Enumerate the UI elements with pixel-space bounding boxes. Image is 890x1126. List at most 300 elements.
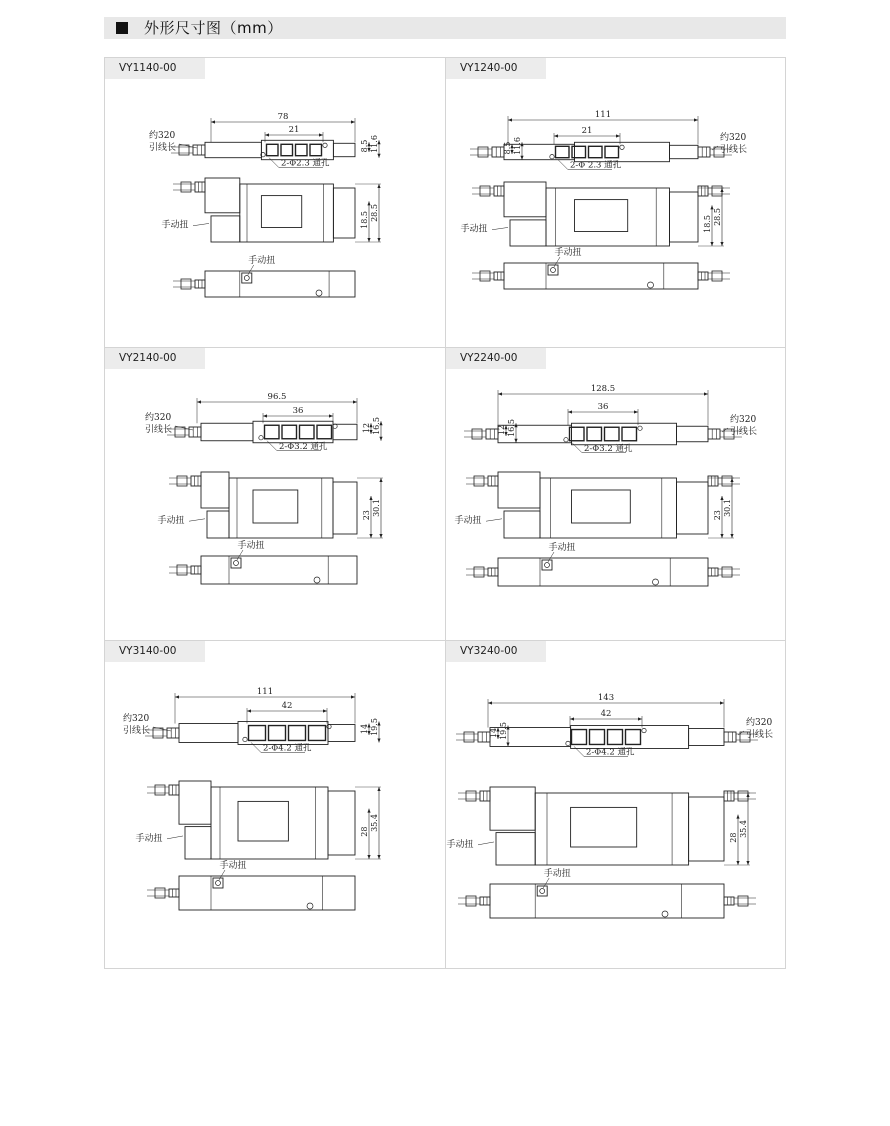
port-window [317,425,332,439]
manual-button-knob [545,563,550,568]
bottom-port [316,290,322,296]
end-cap-top [333,424,357,440]
side-height-label-a: 28 [360,826,369,837]
leader-line [189,519,205,521]
port-window [309,726,326,741]
wire-length-label: 约320 [123,714,150,724]
arrow-head [377,238,380,242]
top-height-label-b: 19.5 [370,718,379,736]
arrow-head [720,534,723,538]
manual-button [231,558,241,568]
dimension-drawing-vy3140 [105,663,444,968]
manual-button-knob [216,881,221,886]
solenoid-side [205,178,240,213]
top-height-label-a: 12 [497,424,506,436]
overall-length-label: 96.5 [267,392,287,402]
valve-body-bottom [498,558,708,586]
valve-body-bottom [179,876,355,910]
section-header [104,17,786,39]
solenoid-base-side [185,827,211,859]
arrow-head [353,400,357,403]
cable-plug [472,429,482,439]
cable-plug [480,271,490,281]
connector [195,182,205,192]
mount-hole [333,424,337,428]
arrow-head [520,156,523,160]
arrow-head [369,534,372,538]
solenoid-base-side [211,216,240,242]
leader-line [572,443,582,453]
side-window [575,200,628,232]
end-cap-top [677,426,709,442]
solenoid-side [490,787,535,830]
wire-length-label: 约320 [149,131,176,141]
arrow-head [319,133,323,136]
solenoid-base-side [496,833,535,865]
port-window [608,730,623,745]
valve-drawing-group [454,384,757,586]
square-bullet-icon [116,22,128,34]
wire-length-label-b: 引线长 [149,143,177,153]
manual-button [242,273,252,283]
port-window [605,146,619,157]
valve-drawing-svg [105,80,444,346]
end-cap-top [333,143,355,156]
connector [494,272,504,280]
valve-body-side [211,787,328,859]
top-height-label-b: 11.6 [370,135,379,153]
port-window [590,730,605,745]
port-pitch-label: 36 [597,402,609,412]
arrow-head [247,709,251,712]
side-window [261,196,301,228]
top-height-label-a: 8.5 [360,139,369,153]
overall-length-label: 111 [256,687,274,697]
arrow-head [323,709,327,712]
top-height-label-b: 19.5 [499,722,508,740]
wire-length-label-b: 引线长 [123,726,151,736]
leader-line [219,870,225,880]
port-window [605,427,620,441]
side-height-label-b: 35.4 [739,820,748,838]
arrow-head [568,410,572,413]
dimension-drawing-vy1140 [105,80,444,346]
manual-button-knob [551,268,556,273]
arrow-head [197,400,201,403]
connector [191,476,201,486]
cable-plug [155,785,165,795]
arrow-head [498,392,502,395]
arrow-head [175,695,179,698]
leader-line [248,265,254,275]
wire-length-label-b: 引线长 [746,730,774,740]
cable-plug [474,476,484,486]
arrow-head [488,701,492,704]
port-window [622,427,637,441]
solenoid-body-top [179,724,238,743]
dimension-drawing-vy2140 [105,370,444,639]
connector [167,728,179,738]
valve-body-bottom [504,263,698,289]
manual-override-label-top: 手动扭 [554,248,582,258]
side-height-label-b: 28.5 [370,204,379,222]
grid-divider-row2 [104,640,786,641]
end-cap-side [333,188,355,238]
connector [708,476,718,486]
mount-hole [620,145,624,149]
valve-drawing-group [123,687,381,910]
leader-line [492,227,508,229]
connector [708,429,720,439]
port-hole-label: 2-Φ2.3 通孔 [281,158,330,169]
arrow-head [638,717,642,720]
mount-hole [566,741,570,745]
mount-hole [327,724,331,728]
connector [169,889,179,897]
port-window [281,144,293,155]
connector [193,145,205,155]
arrow-head [514,439,517,443]
model-tab-vy1240: VY1240-00 [446,58,546,79]
side-window [572,490,631,523]
leader-line [574,746,584,756]
cable-plug [175,427,185,437]
overall-length-label: 143 [597,693,615,703]
connector [480,791,490,801]
connector [724,791,734,801]
connector [494,186,504,196]
port-window [269,726,286,741]
connector [698,186,708,196]
leader-line [486,519,502,521]
leader-line [548,552,554,562]
arrow-head [746,861,749,865]
port-pitch-label: 42 [600,709,612,719]
side-height-label-b: 30.1 [723,499,732,517]
port-pitch-label: 36 [292,406,304,416]
arrow-head [377,184,380,188]
leader-line [269,158,279,168]
port-hole-label: 2-Φ4.2 通孔 [263,743,312,754]
port-pitch-label: 42 [281,701,293,711]
arrow-head [351,120,355,123]
valve-drawing-svg [105,370,444,639]
leader-line [738,731,744,735]
top-height-label-a: 8.5 [503,141,512,155]
model-tab-vy1140: VY1140-00 [105,58,205,79]
port-window [310,144,322,155]
dimension-drawing-vy1240 [446,80,785,346]
valve-drawing-group [149,112,381,297]
port-pitch-label: 21 [288,125,300,135]
bottom-port [653,579,659,585]
port-window [556,146,570,157]
arrow-head [746,793,749,797]
port-window [572,146,586,157]
overall-length-label: 111 [594,110,612,120]
manual-override-label: 手动扭 [157,516,185,526]
solenoid-body-top [201,423,253,441]
arrow-head [377,738,380,742]
cable-plug [466,896,476,906]
connector [480,897,490,905]
cable-plug [738,791,748,801]
arrow-head [367,809,370,813]
cable-plug [464,732,474,742]
manual-override-label-top: 手动扭 [543,869,571,879]
manual-button-knob [234,561,239,566]
top-height-label-b: 16.5 [507,419,516,437]
manual-button [548,265,558,275]
manual-button [537,886,547,896]
arrow-head [730,478,733,482]
cable-plug [712,271,722,281]
manual-override-label: 手动扭 [446,840,474,850]
cable-plug [153,728,163,738]
cable-plug [181,182,191,192]
cable-plug [722,567,732,577]
leader-line [558,160,568,170]
mount-hole [638,426,642,430]
arrow-head [634,410,638,413]
cable-plug [722,476,732,486]
valve-body-bottom [205,271,355,297]
arrow-head [379,437,382,441]
solenoid-side [179,781,211,824]
valve-body-side [229,478,333,538]
valve-drawing-svg [446,663,785,968]
port-window [265,425,280,439]
side-height-label-a: 18.5 [360,211,369,229]
manual-override-label: 手动扭 [454,516,482,526]
port-window [587,427,602,441]
manual-override-label-top: 手动扭 [248,256,276,266]
solenoid-side [498,472,540,508]
manual-button [542,560,552,570]
valve-body-top [261,140,333,159]
arrow-head [263,414,267,417]
port-hole-label: 2-Φ 2.3 通孔 [570,160,622,171]
connector [698,147,710,157]
bottom-port [662,911,668,917]
mount-hole [564,438,568,442]
end-cap-top [328,725,355,742]
manual-override-label: 手动扭 [135,834,163,844]
arrow-head [694,118,698,121]
connector [708,568,718,576]
side-height-label-b: 30.1 [372,499,381,517]
manual-override-label: 手动扭 [460,224,488,235]
cable-plug [466,791,476,801]
port-window [282,425,297,439]
model-tab-vy2240: VY2240-00 [446,348,546,369]
cable-plug [177,476,187,486]
arrow-head [554,134,558,137]
cable-plug [181,279,191,289]
port-window [267,144,279,155]
wire-length-label-b: 引线长 [730,427,758,437]
solenoid-body-top [205,142,261,157]
valve-body-bottom [490,884,724,918]
side-height-label-a: 23 [713,510,722,521]
leader-line [543,878,549,888]
end-cap-side [670,192,699,242]
side-window [238,801,288,841]
port-window [572,730,587,745]
valve-drawing-svg [105,663,444,968]
side-height-label-a: 18.5 [703,215,712,233]
top-height-label-a: 14 [360,723,369,735]
arrow-head [379,478,382,482]
arrow-head [720,701,724,704]
port-pitch-label: 21 [581,126,593,136]
manual-button-knob [244,276,249,281]
cable-plug [480,186,490,196]
wire-length-label: 约320 [720,133,747,143]
arrow-head [704,392,708,395]
leader-line [251,742,261,752]
arrow-head [616,134,620,137]
manual-button-knob [540,889,545,894]
port-window [300,425,315,439]
cable-plug [474,567,484,577]
end-cap-side [677,482,709,534]
arrow-head [508,118,512,121]
wire-length-label: 约320 [730,415,757,425]
port-window [296,144,308,155]
arrow-head [379,534,382,538]
port-hole-label: 2-Φ3.2 通孔 [584,443,633,454]
cable-plug [478,147,488,157]
port-hole-label: 2-Φ4.2 通孔 [586,747,635,758]
cable-plug [738,896,748,906]
arrow-head [506,742,509,746]
leader-line [554,257,560,267]
arrow-head [265,133,269,136]
leader-line [193,223,209,225]
connector [488,476,498,486]
connector [698,272,708,280]
top-height-label-a: 12 [362,422,371,434]
overall-length-label: 128.5 [590,384,616,394]
cable-plug [177,565,187,575]
bottom-port [314,577,320,583]
arrow-head [736,815,739,819]
cable-plug [155,888,165,898]
port-window [626,730,641,745]
manual-button [213,878,223,888]
top-height-label-a: 14 [489,727,498,739]
arrow-head [329,414,333,417]
end-cap-top [670,145,699,158]
connector [488,568,498,576]
side-height-label-b: 28.5 [713,208,722,226]
mount-hole [259,436,263,440]
dimension-drawing-vy3240 [446,663,785,968]
bottom-port [307,903,313,909]
connector [169,785,179,795]
manual-override-label-top: 手动扭 [237,541,265,551]
cable-plug [712,186,722,196]
leader-line [267,441,277,451]
valve-drawing-group [460,110,747,289]
wire-length-label: 约320 [746,718,773,728]
cable-plug [179,145,189,155]
solenoid-base-side [510,220,546,246]
connector [189,427,201,437]
model-tab-vy3240: VY3240-00 [446,641,546,662]
arrow-head [377,855,380,859]
arrow-head [720,188,723,192]
end-cap-side [333,482,357,534]
valve-drawing-group [446,693,773,918]
wire-length-label: 约320 [145,413,172,423]
manual-override-label-top: 手动扭 [219,861,247,871]
solenoid-side [504,182,546,217]
side-height-label-a: 23 [362,510,371,521]
arrow-head [710,242,713,246]
valve-body-side [546,188,670,246]
connector [191,566,201,574]
bottom-port [648,282,654,288]
arrow-head [570,717,574,720]
side-window [571,807,637,847]
leader-line [237,550,243,560]
port-window [589,146,603,157]
grid-divider-row1 [104,347,786,348]
mount-hole [243,737,247,741]
arrow-head [377,154,380,158]
end-cap-side [689,797,724,861]
model-tab-vy3140: VY3140-00 [105,641,205,662]
arrow-head [211,120,215,123]
wire-length-label-b: 引线长 [720,145,748,155]
side-window [253,490,298,523]
section-title: 外形尺寸图（mm） [144,19,283,37]
arrow-head [367,855,370,859]
valve-body-side [240,184,334,242]
model-tab-vy2140: VY2140-00 [105,348,205,369]
side-height-label-a: 28 [729,832,738,843]
wire-length-label-b: 引线长 [145,425,173,435]
end-cap-top [689,729,724,746]
arrow-head [377,787,380,791]
manual-override-label: 手动扭 [161,220,189,231]
port-window [249,726,266,741]
port-hole-label: 2-Φ3.2 通孔 [279,441,328,452]
overall-length-label: 78 [277,112,289,122]
mount-hole [323,143,327,147]
solenoid-base-side [504,511,540,538]
top-height-label-b: 11.6 [513,137,522,155]
solenoid-base-side [207,511,229,538]
arrow-head [367,238,370,242]
valve-drawing-svg [446,80,785,346]
leader-line [478,842,494,845]
valve-drawing-svg [446,370,785,639]
arrow-head [720,242,723,246]
arrow-head [351,695,355,698]
connector [195,280,205,288]
port-window [289,726,306,741]
valve-body-bottom [201,556,357,584]
valve-drawing-group [145,392,383,584]
manual-override-label-top: 手动扭 [548,543,576,553]
mount-hole [642,728,646,732]
dimension-drawing-vy2240 [446,370,785,639]
valve-body-side [540,478,677,538]
connector [724,897,734,905]
